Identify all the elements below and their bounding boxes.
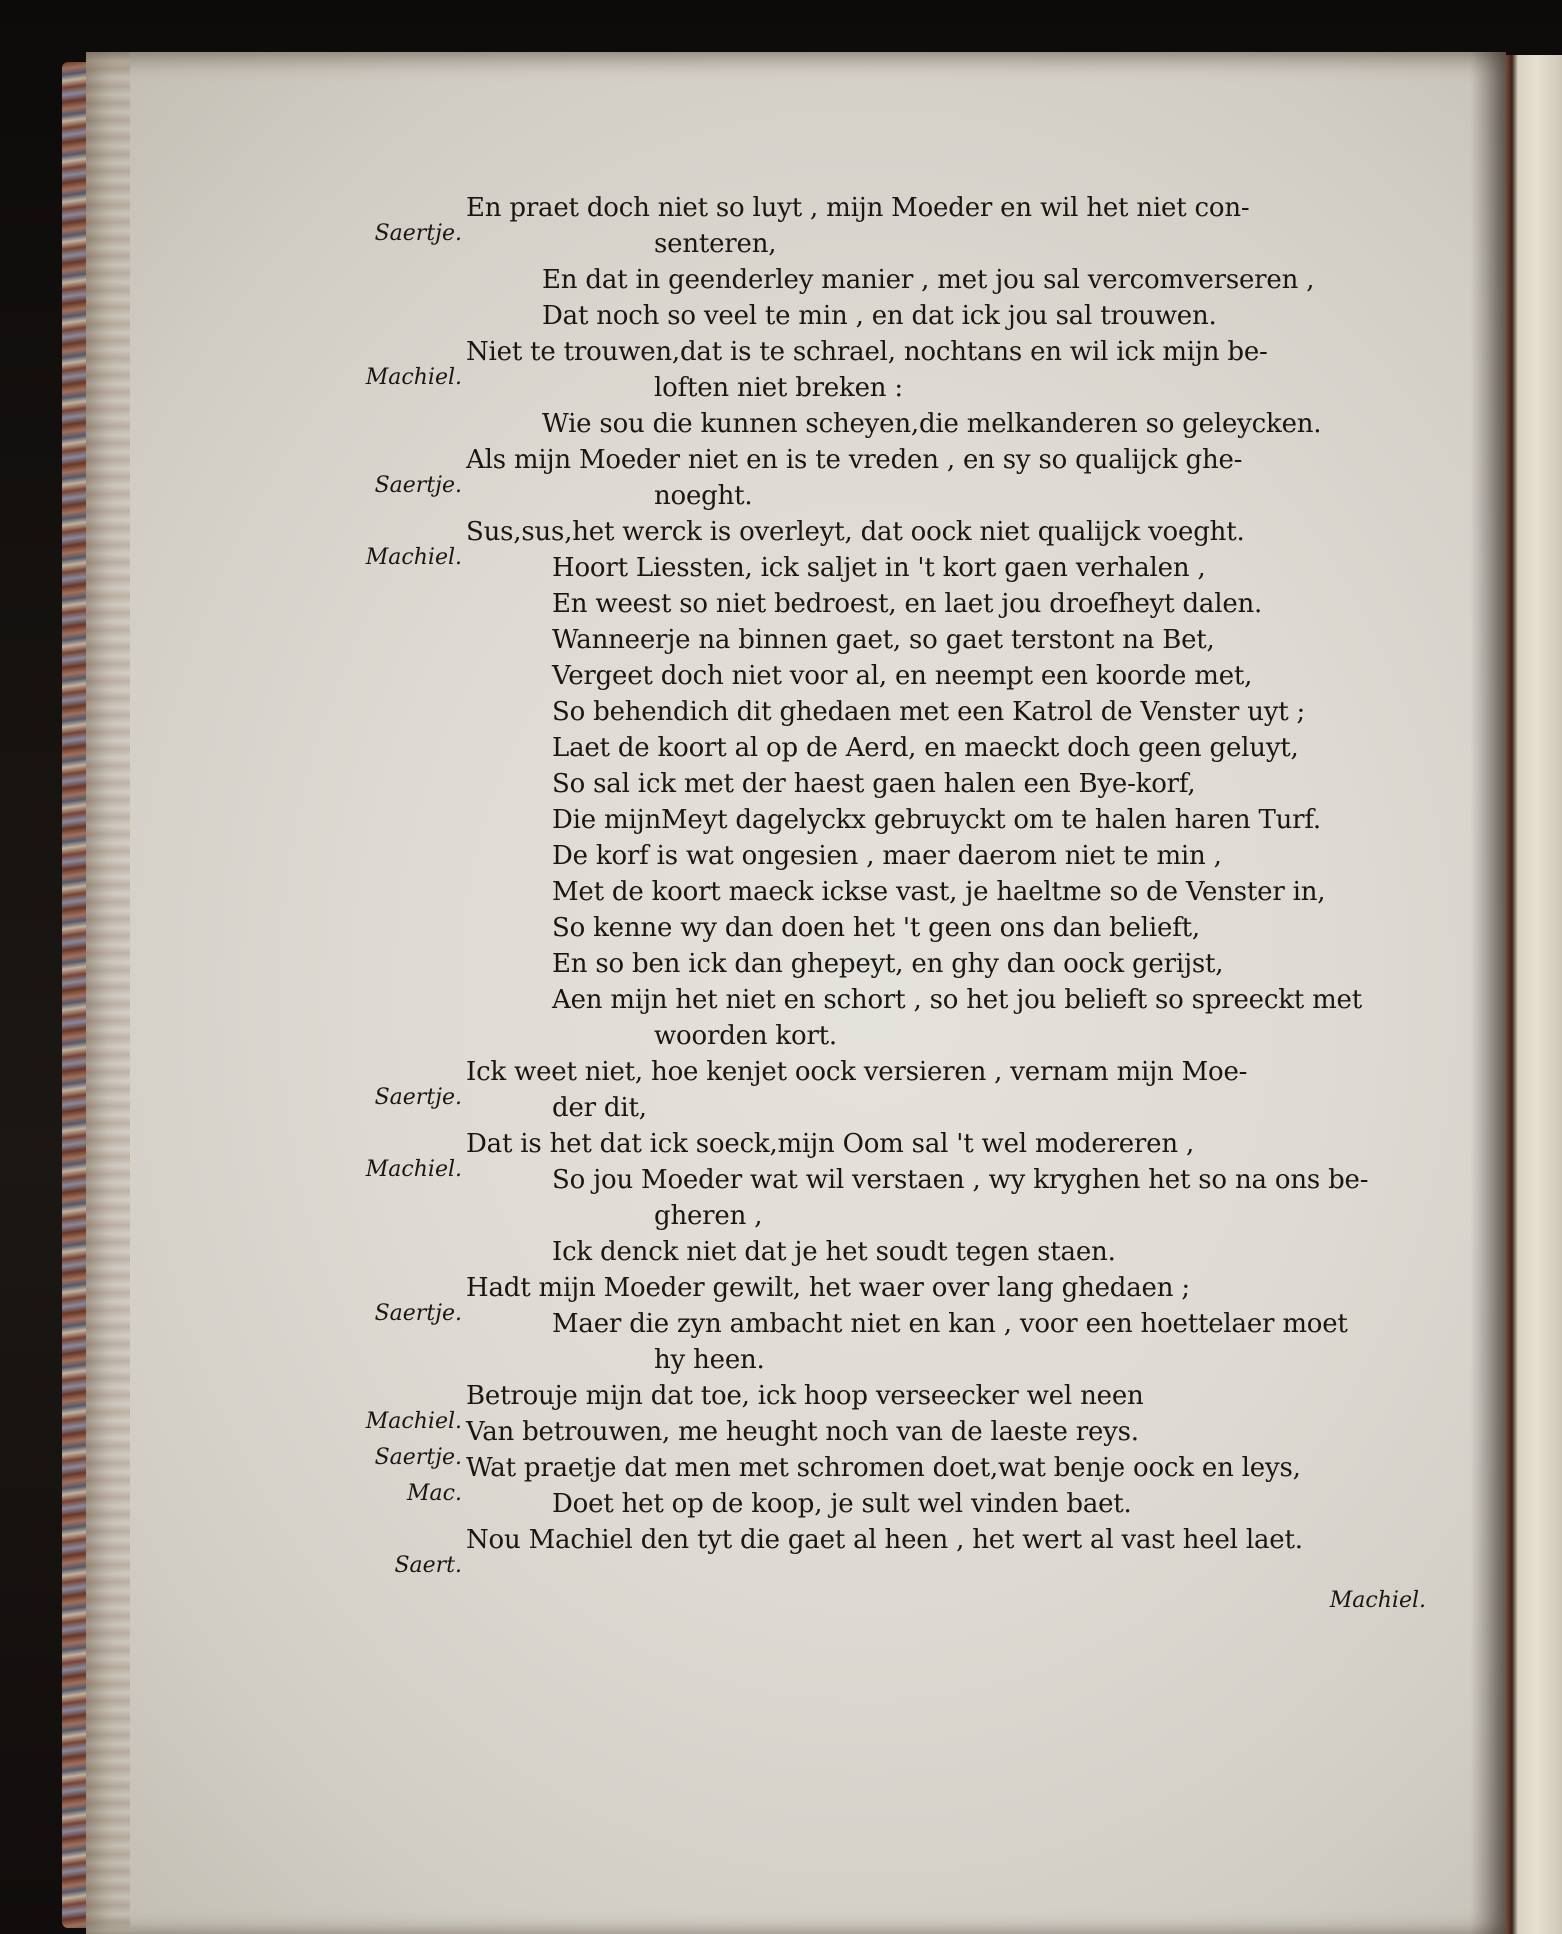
line-text: woorden kort.	[654, 1021, 837, 1051]
text-line	[466, 550, 1436, 586]
line-text: Aen mijn het niet en schort , so het jou belieft so spreeckt met	[552, 985, 1362, 1015]
speaker-label: Machiel.	[365, 545, 462, 570]
text-line	[466, 226, 1436, 262]
text-line	[466, 1342, 1436, 1378]
speaker-label: Saertje.	[374, 1445, 462, 1470]
page-worn-edge	[86, 52, 130, 1934]
line-text: Dat is het dat ick soeck,mijn Oom sal 't wel modereren ,	[466, 1129, 1195, 1159]
text-line	[466, 982, 1436, 1018]
line-text: So behendich dit ghedaen met een Katrol de Venster uyt ;	[552, 697, 1306, 727]
line-text: Hadt mijn Moeder gewilt, het waer over lang ghedaen ;	[466, 1273, 1190, 1303]
line-text: Ick denck niet dat je het soudt tegen staen.	[552, 1237, 1116, 1267]
line-text: So jou Moeder wat wil verstaen , wy kryghen het so na ons be-	[552, 1165, 1369, 1195]
text-line	[466, 1018, 1436, 1054]
text-line	[466, 730, 1436, 766]
text-line	[466, 874, 1436, 910]
speaker-label: Saert.	[394, 1553, 462, 1578]
text-line	[466, 910, 1436, 946]
line-text: Nou Machiel den tyt die gaet al heen , het wert al vast heel laet.	[466, 1525, 1303, 1555]
speaker-label: Saertje.	[374, 1085, 462, 1110]
line-text: Met de koort maeck ickse vast, je haeltme so de Venster in,	[552, 877, 1326, 907]
line-text: gheren ,	[654, 1201, 763, 1231]
speaker-label: Saertje.	[374, 1301, 462, 1326]
text-line	[466, 1234, 1436, 1270]
line-text: Wat praetje dat men met schromen doet,wat benje oock en leys,	[466, 1453, 1301, 1483]
line-text: En so ben ick dan ghepeyt, en ghy dan oock gerijst,	[552, 949, 1224, 979]
line-text: De korf is wat ongesien , maer daerom niet te min ,	[552, 841, 1222, 871]
line-text: Wie sou die kunnen scheyen,die melkanderen so geleycken.	[542, 409, 1322, 439]
line-text: senteren,	[654, 229, 777, 259]
speaker-label: Saertje.	[374, 473, 462, 498]
text-line	[466, 1090, 1436, 1126]
speaker-label: Machiel.	[365, 1409, 462, 1434]
speaker-label: Machiel.	[365, 365, 462, 390]
text-line	[466, 838, 1436, 874]
line-text: Ick weet niet, hoe kenjet oock versieren , vernam mijn Moe-	[466, 1057, 1248, 1087]
line-text: Betrouje mijn dat toe, ick hoop verseecker wel neen	[466, 1381, 1144, 1411]
text-line	[466, 478, 1436, 514]
text-line	[466, 946, 1436, 982]
text-line	[466, 622, 1436, 658]
line-text: Sus,sus,het werck is overleyt, dat oock niet qualijck voeght.	[466, 517, 1245, 547]
line-text: So sal ick met der haest gaen halen een Bye-korf,	[552, 769, 1196, 799]
text-line	[466, 1198, 1436, 1234]
line-text: Die mijnMeyt dagelyckx gebruyckt om te halen haren Turf.	[552, 805, 1321, 835]
line-text: Maer die zyn ambacht niet en kan , voor een hoettelaer moet	[552, 1309, 1348, 1339]
text-line	[394, 1522, 1436, 1578]
line-text: Niet te trouwen,dat is te schrael, nochtans en wil ick mijn be-	[466, 337, 1268, 367]
catchword: Machiel.	[1329, 1588, 1426, 1613]
text-line	[466, 1162, 1436, 1198]
line-text: En dat in geenderley manier , met jou sal vercomverseren ,	[542, 265, 1315, 295]
text-line	[466, 298, 1436, 334]
line-text: En weest so niet bedroest, en laet jou droefheyt dalen.	[552, 589, 1263, 619]
line-text: Laet de koort al op de Aerd, en maeckt doch geen geluyt,	[552, 733, 1299, 763]
speaker-label: Mac.	[407, 1481, 462, 1506]
line-text: loften niet breken :	[654, 373, 903, 403]
line-text: Als mijn Moeder niet en is te vreden , en sy so qualijck ghe-	[466, 445, 1243, 475]
text-line	[466, 406, 1436, 442]
line-text: Doet het op de koop, je sult wel vinden baet.	[552, 1489, 1132, 1519]
speaker-label: Saertje.	[374, 221, 462, 246]
speaker-label: Machiel.	[365, 1157, 462, 1182]
line-text: der dit,	[552, 1093, 647, 1123]
line-text: noeght.	[654, 481, 753, 511]
gutter-shadow	[1470, 52, 1506, 1934]
text-line	[466, 586, 1436, 622]
line-text: Hoort Liessten, ick saljet in 't kort gaen verhalen ,	[552, 553, 1206, 583]
text-line	[466, 766, 1436, 802]
text-line	[466, 694, 1436, 730]
text-line	[466, 1306, 1436, 1342]
line-text: Vergeet doch niet voor al, en neempt een koorde met,	[552, 661, 1253, 691]
line-text: hy heen.	[654, 1345, 765, 1375]
text-line	[466, 658, 1436, 694]
line-text: En praet doch niet so luyt , mijn Moeder en wil het niet con-	[466, 193, 1250, 223]
text-line	[466, 802, 1436, 838]
text-line	[466, 262, 1436, 298]
line-text: Dat noch so veel te min , en dat ick jou sal trouwen.	[542, 301, 1217, 331]
text-line	[466, 1486, 1436, 1522]
text-line	[466, 370, 1436, 406]
line-text: So kenne wy dan doen het 't geen ons dan belieft,	[552, 913, 1200, 943]
line-text: Wanneerje na binnen gaet, so gaet terstont na Bet,	[552, 625, 1215, 655]
dialogue-text-block	[365, 190, 1436, 1578]
line-text: Van betrouwen, me heught noch van de laeste reys.	[466, 1417, 1139, 1447]
